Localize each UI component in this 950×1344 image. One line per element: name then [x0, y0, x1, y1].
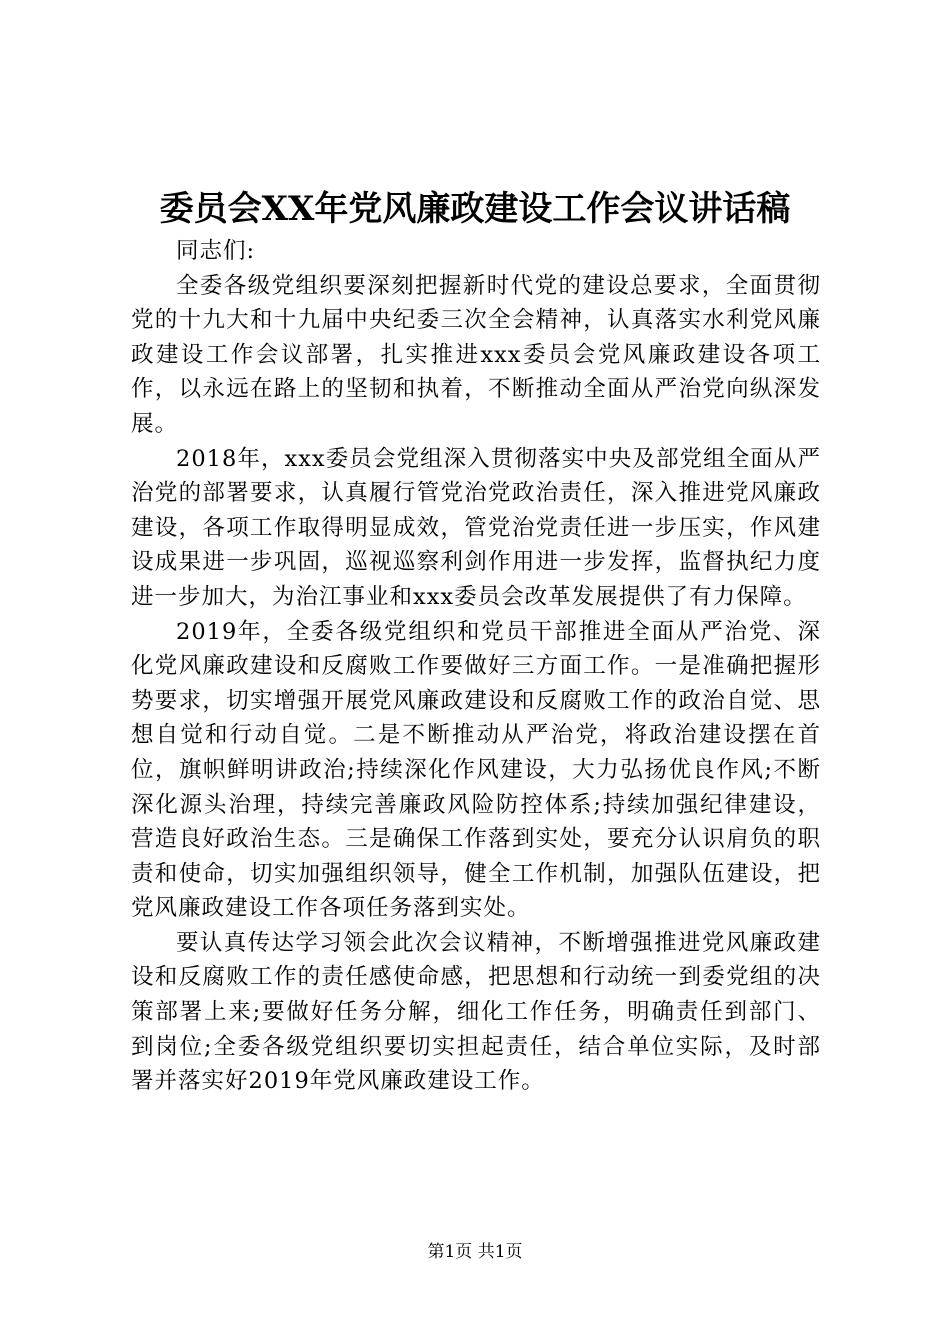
- paragraph-2: 2018年，xxx委员会党组深入贯彻落实中央及部党组全面从严治党的部署要求，认真履行管党治党政治责任，深入推进党风廉政建设，各项工作取得明显成效，管党治党责任进一步压实，作风建设成果进一步巩固，巡视巡察利剑作用进一步发挥，监督执纪力度进一步加大，为治江事业和xxx委员会改革发展提供了有力保障。: [131, 445, 821, 610]
- document-title: 委员会XX年党风廉政建设工作会议讲话稿: [159, 189, 791, 229]
- paragraph-1: 全委各级党组织要深刻把握新时代党的建设总要求，全面贯彻党的十九大和十九届中央纪委三次全会精神，认真落实水利党风廉政建设工作会议部署，扎实推进xxx委员会党风廉政建设各项工作，以永远在路上的坚韧和执着，不断推动全面从严治党向纵深发展。: [131, 272, 821, 437]
- document-body: [131, 234, 821, 1099]
- salutation: 同志们:: [176, 238, 256, 264]
- paragraph-4: 要认真传达学习领会此次会议精神，不断增强推进党风廉政建设和反腐败工作的责任感使命感，把思想和行动统一到委党组的决策部署上来;要做好任务分解，细化工作任务，明确责任到部门、到岗位;全委各级党组织要切实担起责任，结合单位实际，及时部署并落实好2019年党风廉政建设工作。: [131, 929, 821, 1095]
- page-footer: 第1页 共1页: [427, 1242, 523, 1262]
- paragraph-3: 2019年，全委各级党组织和党员干部推进全面从严治党、深化党风廉政建设和反腐败工作要做好三方面工作。一是准确把握形势要求，切实增强开展党风廉政建设和反腐败工作的政治自觉、思想自觉和行动自觉。二是不断推动从严治党，将政治建设摆在首位，旗帜鲜明讲政治;持续深化作风建设，大力弘扬优良作风;不断深化源头治理，持续完善廉政风险防控体系;持续加强纪律建设，营造良好政治生态。三是确保工作落到实处，要充分认识肩负的职责和使命，切实加强组织领导，健全工作机制，加强队伍建设，把党风廉政建设工作各项任务落到实处。: [131, 618, 821, 922]
